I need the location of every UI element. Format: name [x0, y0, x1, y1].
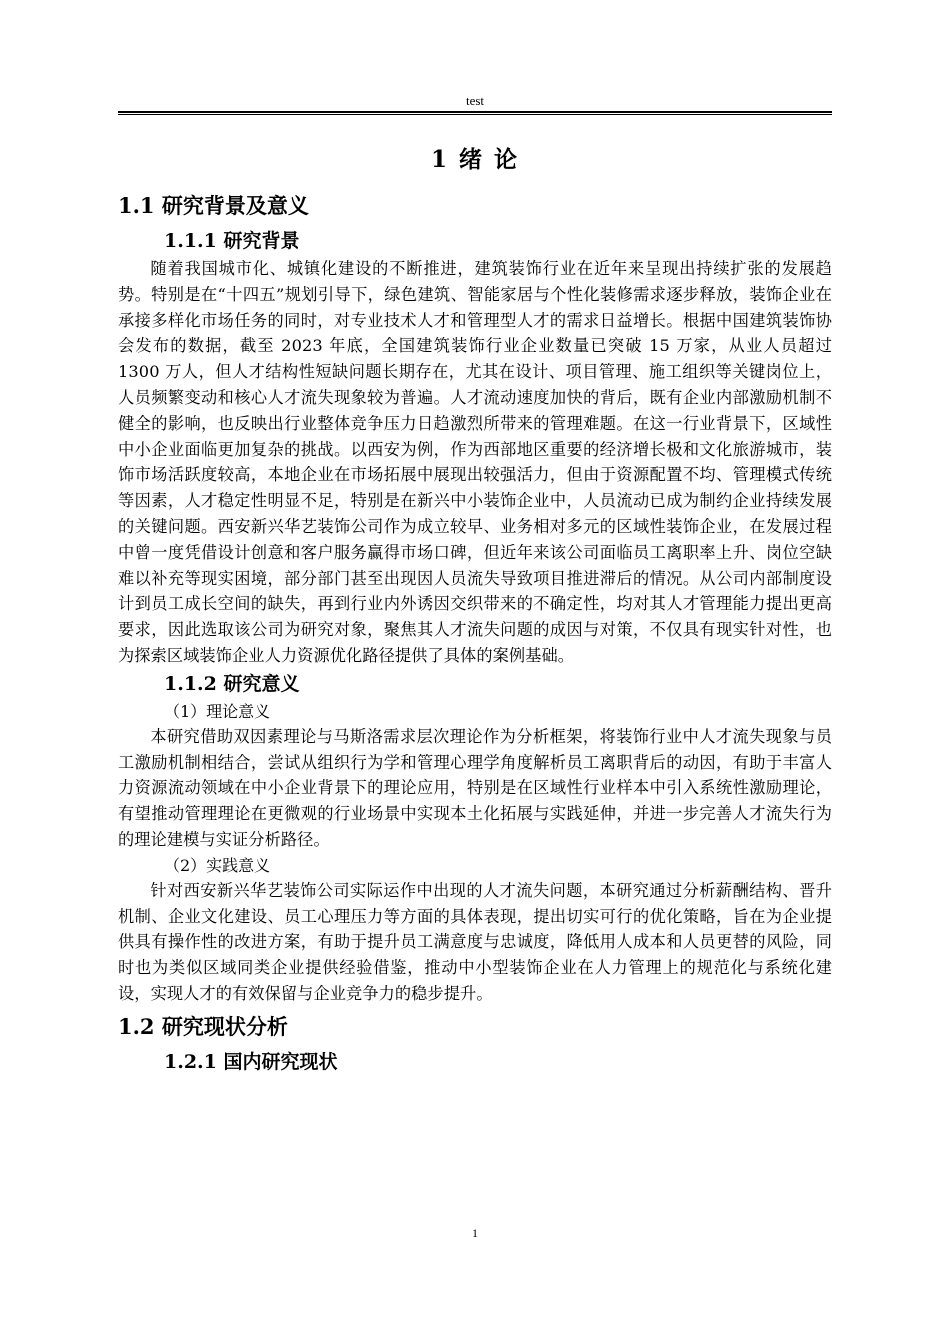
header-rule — [118, 111, 832, 115]
background-paragraph: 随着我国城市化、城镇化建设的不断推进，建筑装饰行业在近年来呈现出持续扩张的发展趋势。特别是在“十四五”规划引导下，绿色建筑、智能家居与个性化装修需求逐步释放，装饰企业在承接多样化市场任务的同时，对专业技术人才和管理型人才的需求日益增长。根据中国建筑装饰协会发布的数据，截至 2023 年底，全国建筑装饰行业企业数量已突破 15 万家，从业人员超过 1300 万人，但人才结构性短缺问题长期存在，尤其在设计、项目管理、施工组织等关键岗位上，人员频繁变动和核心人才流失现象较为普遍。人才流动速度加快的背后，既有企业内部激励机制不健全的影响，也反映出行业整体竞争压力日趋激烈所带来的管理难题。在这一行业背景下，区域性中小企业面临更加复杂的挑战。以西安为例，作为西部地区重要的经济增长极和文化旅游城市，装饰市场活跃度较高，本地企业在市场拓展中展现出较强活力，但由于资源配置不均、管理模式传统等因素，人才稳定性明显不足，特别是在新兴中小装饰企业中，人员流动已成为制约企业持续发展的关键问题。西安新兴华艺装饰公司作为成立较早、业务相对多元的区域性装饰企业，在发展过程中曾一度凭借设计创意和客户服务赢得市场口碑，但近年来该公司面临员工离职率上升、岗位空缺难以补充等现实困境，部分部门甚至出现因人员流失导致项目推进滞后的情况。从公司内部制度设计到员工成长空间的缺失，再到行业内外诱因交织带来的不确定性，均对其人才管理能力提出更高要求，因此选取该公司为研究对象，聚焦其人才流失问题的成因与对策，不仅具有现实针对性，也为探索区域装饰企业人力资源优化路径提供了具体的案例基础。 — [118, 259, 832, 665]
practice-significance-paragraph: 针对西安新兴华艺装饰公司实际运作中出现的人才流失问题，本研究通过分析薪酬结构、晋升机制、企业文化建设、员工心理压力等方面的具体表现，提出切实可行的优化策略，旨在为企业提供具有操作性的改进方案，有助于提升员工满意度与忠诚度，降低用人成本和人员更替的风险，同时也为类似区域同类企业提供经验借鉴，推动中小型装饰企业在人力管理上的规范化与系统化建设，实现人才的有效保留与企业竞争力的稳步提升。 — [118, 880, 832, 1003]
section-heading-1-1: 1.1 研究背景及意义 — [118, 193, 309, 218]
subsection-heading-1-1-1: 1.1.1 研究背景 — [164, 230, 300, 252]
subsection-heading-1-1-2: 1.1.2 研究意义 — [164, 672, 300, 695]
page-content — [118, 140, 832, 1077]
subsection-heading-1-2-1: 1.2.1 国内研究现状 — [164, 1050, 338, 1073]
theory-significance-paragraph: 本研究借助双因素理论与马斯洛需求层次理论作为分析框架，将装饰行业中人才流失现象与员工激励机制相结合，尝试从组织行为学和管理心理学角度解析员工离职背后的动因，有助于丰富人力资源流动领域在中小企业背景下的理论应用，特别是在区域性行业样本中引入系统性激励理论，有望推动管理理论在更微观的行业场景中实现本土化拓展与实践延伸，并进一步完善人才流失行为的理论建模与实证分析路径。 — [118, 726, 832, 849]
running-header: test — [465, 93, 485, 108]
page-number: 1 — [472, 1226, 478, 1240]
section-heading-1-2: 1.2 研究现状分析 — [118, 1013, 288, 1039]
practice-significance-label: （2）实践意义 — [164, 855, 271, 875]
theory-significance-label: （1）理论意义 — [164, 701, 271, 721]
chapter-title: 1 绪 论 — [430, 146, 520, 173]
